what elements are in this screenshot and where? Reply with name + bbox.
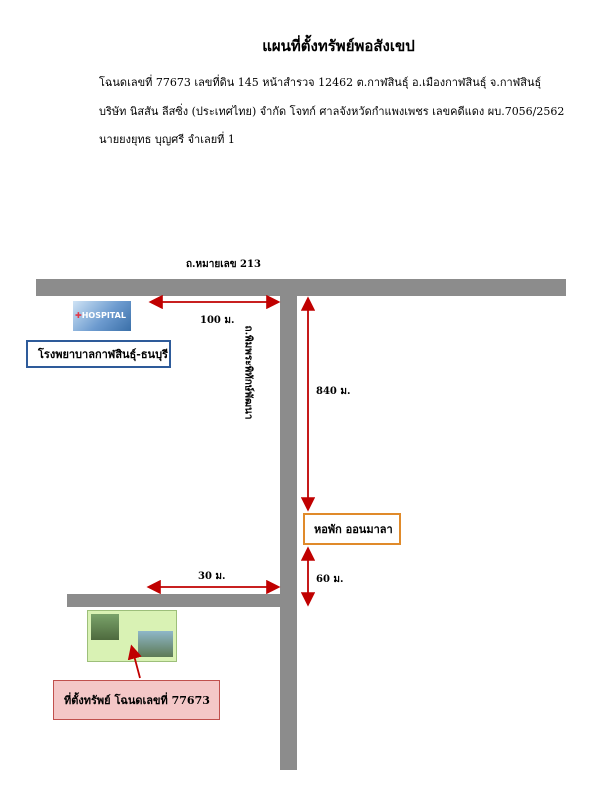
- defendant-line: นายยงยุทธ บุญศรี จำเลยที่ 1: [99, 133, 235, 146]
- hospital-sign: ✚HOSPITAL: [75, 311, 126, 320]
- road-213-label: ถ.หมายเลข 213: [186, 259, 261, 270]
- property-label-box: ที่ตั้งทรัพย์ โฉนดเลขที่ 77673: [53, 680, 220, 720]
- hospital-label-box: โรงพยาบาลกาฬสินธุ์-ธนบุรี: [26, 340, 171, 368]
- distance-60m: 60 ม.: [316, 574, 344, 585]
- distance-100m: 100 ม.: [200, 315, 235, 326]
- distance-30m: 30 ม.: [198, 571, 226, 582]
- arrow-property: [132, 648, 140, 678]
- case-info-line: บริษัท นิสสัน ลีสซิ่ง (ประเทศไทย) จำกัด โจทก์ ศาลจังหวัดกำแพงเพชร เลขคดีแดง ผบ.7056/2562: [99, 105, 565, 118]
- dorm-label-box: หอพัก ออนมาลา: [303, 513, 401, 545]
- deed-info-line: โฉนดเลขที่ 77673 เลขที่ดิน 145 หน้าสำรวจ 12462 ต.กาฬสินธุ์ อ.เมืองกาฬสินธุ์ จ.กาฬสินธุ์: [99, 76, 542, 89]
- page-title: แผนที่ตั้งทรัพย์พอสังเขป: [262, 37, 415, 55]
- vertical-road-label: ถ.พิมพระพิทักษ์พัฒนา: [242, 325, 254, 420]
- distance-840m: 840 ม.: [316, 386, 351, 397]
